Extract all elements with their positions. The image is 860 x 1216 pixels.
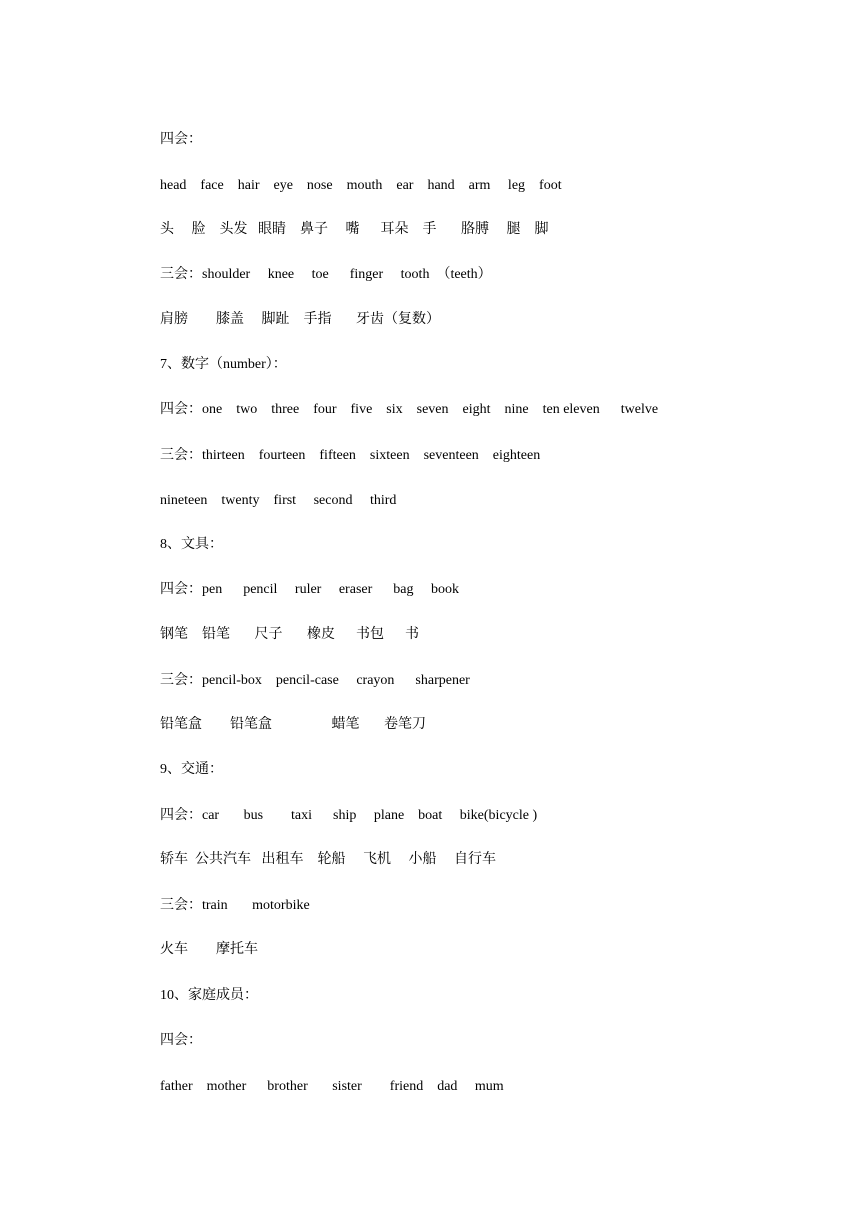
text-line: 三会：thirteen fourteen fifteen sixteen seventeen eighteen xyxy=(160,448,541,463)
text-line: 四会：pen pencil ruler eraser bag book xyxy=(160,582,459,597)
text-line: head face hair eye nose mouth ear hand arm leg foot xyxy=(160,178,562,193)
text-line: 肩膀 膝盖 脚趾 手指 牙齿（复数） xyxy=(160,312,440,327)
text-line: 三会：pencil-box pencil-case crayon sharpener xyxy=(160,673,470,688)
text-line: 轿车 公共汽车 出租车 轮船 飞机 小船 自行车 xyxy=(160,852,496,867)
text-line: 三会：train motorbike xyxy=(160,898,310,913)
section-heading: 7、数字（number）： xyxy=(160,357,287,372)
text-line: 钢笔 铅笔 尺子 橡皮 书包 书 xyxy=(160,627,419,642)
text-line: father mother brother sister friend dad mum xyxy=(160,1079,504,1094)
text-line: 头 脸 头发 眼睛 鼻子 嘴 耳朵 手 胳膊 腿 脚 xyxy=(160,222,549,237)
section-heading: 9、交通： xyxy=(160,762,223,777)
text-line: 四会：car bus taxi ship plane boat bike(bicycle ) xyxy=(160,808,538,823)
text-line: 四会： xyxy=(160,132,202,147)
text-line: 火车 摩托车 xyxy=(160,942,258,957)
section-heading: 10、家庭成员： xyxy=(160,988,258,1003)
text-line: 四会： xyxy=(160,1033,202,1048)
text-line: nineteen twenty first second third xyxy=(160,493,397,508)
text-line: 三会：shoulder knee toe finger tooth （teeth） xyxy=(160,267,492,282)
text-line: 四会：one two three four five six seven eight nine ten eleven twelve xyxy=(160,402,659,417)
section-heading: 8、文具： xyxy=(160,537,223,552)
text-line: 铅笔盒 铅笔盒 蜡笔 卷笔刀 xyxy=(160,717,426,732)
